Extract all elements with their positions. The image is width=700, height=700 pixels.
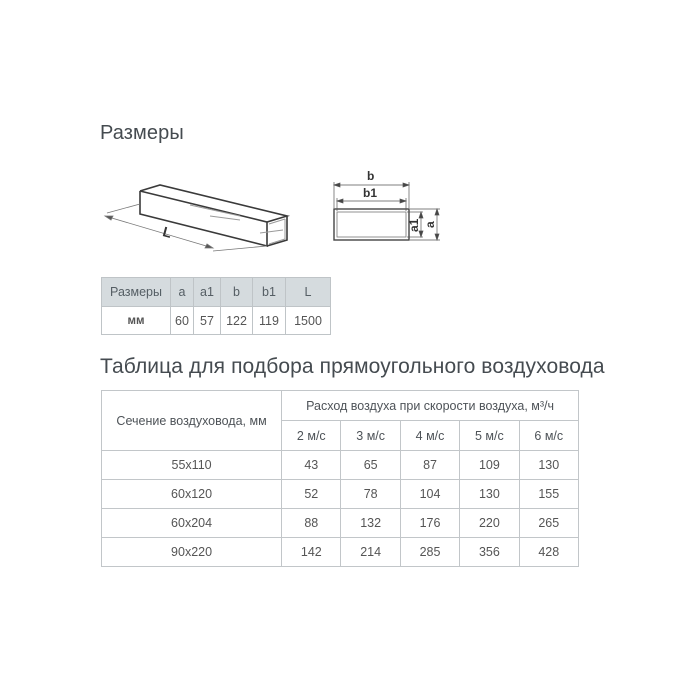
flow-cell: 43 xyxy=(282,451,341,480)
flow-cell: 88 xyxy=(282,509,341,538)
table-row xyxy=(102,538,579,567)
outer-height-label: a xyxy=(423,221,437,228)
header-cell: a xyxy=(171,278,194,307)
value-cell: 122 xyxy=(221,307,253,335)
inner-height-label: a1 xyxy=(407,218,421,232)
value-cell: 60 xyxy=(171,307,194,335)
table-header-row xyxy=(102,391,579,421)
speed-header: 6 м/с xyxy=(519,421,578,451)
flow-cell: 130 xyxy=(519,451,578,480)
table-row xyxy=(102,509,579,538)
flow-cell: 285 xyxy=(400,538,459,567)
dimensions-value-row xyxy=(102,307,331,335)
value-cell: 1500 xyxy=(286,307,331,335)
flow-header: Расход воздуха при скорости воздуха, м³/ч xyxy=(282,391,579,421)
section-header: Сечение воздуховода, мм xyxy=(102,391,282,451)
flow-cell: 132 xyxy=(341,509,400,538)
flow-cell: 130 xyxy=(460,480,519,509)
speed-header: 4 м/с xyxy=(400,421,459,451)
speed-header: 5 м/с xyxy=(460,421,519,451)
length-label: L xyxy=(161,223,174,241)
header-cell: b xyxy=(221,278,253,307)
flow-cell: 65 xyxy=(341,451,400,480)
dimensions-title: Размеры xyxy=(100,122,184,144)
header-cell: b1 xyxy=(253,278,286,307)
cross-section-icon xyxy=(334,209,409,240)
section-cell: 55x110 xyxy=(102,451,282,480)
flow-cell: 87 xyxy=(400,451,459,480)
header-cell: L xyxy=(286,278,331,307)
table-row xyxy=(102,480,579,509)
flow-cell: 104 xyxy=(400,480,459,509)
section-cell: 60x204 xyxy=(102,509,282,538)
flow-cell: 78 xyxy=(341,480,400,509)
header-cell: a1 xyxy=(194,278,221,307)
flow-cell: 356 xyxy=(460,538,519,567)
dimensions-table xyxy=(101,277,331,335)
value-cell: 57 xyxy=(194,307,221,335)
dimensions-header-row xyxy=(102,278,331,307)
section-cell: 90x220 xyxy=(102,538,282,567)
outer-width-label: b xyxy=(367,169,375,183)
section-cell: 60x120 xyxy=(102,480,282,509)
selection-title: Таблица для подбора прямоугольного воздуховода xyxy=(100,355,605,378)
flow-cell: 214 xyxy=(341,538,400,567)
value-cell: 119 xyxy=(253,307,286,335)
flow-cell: 52 xyxy=(282,480,341,509)
speed-header: 2 м/с xyxy=(282,421,341,451)
flow-cell: 142 xyxy=(282,538,341,567)
flow-cell: 220 xyxy=(460,509,519,538)
duct-diagram xyxy=(95,158,455,270)
table-row xyxy=(102,451,579,480)
flow-cell: 176 xyxy=(400,509,459,538)
flow-cell: 109 xyxy=(460,451,519,480)
flow-cell: 155 xyxy=(519,480,578,509)
duct-selection-table xyxy=(101,390,579,567)
flow-cell: 265 xyxy=(519,509,578,538)
unit-cell: мм xyxy=(102,307,171,335)
header-cell: Размеры xyxy=(102,278,171,307)
inner-width-label: b1 xyxy=(363,186,378,200)
speed-header: 3 м/с xyxy=(341,421,400,451)
length-dimension-line xyxy=(105,204,267,251)
flow-cell: 428 xyxy=(519,538,578,567)
